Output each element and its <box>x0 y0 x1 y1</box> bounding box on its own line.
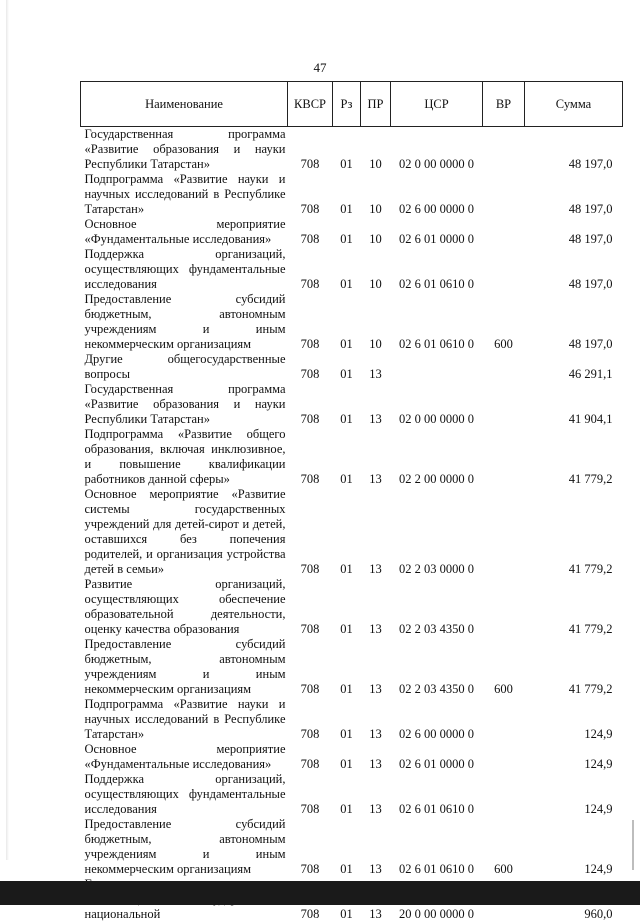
table-row <box>81 772 623 817</box>
page-number: 47 <box>313 60 327 75</box>
table-row <box>81 577 623 637</box>
row-name: Основное мероприятие «Фундаментальные исследования» <box>84 217 286 246</box>
row-pr: 13 <box>369 622 382 636</box>
row-csr: 02 6 01 0610 0 <box>399 277 474 291</box>
scan-margin-mark <box>632 820 634 870</box>
row-sum: 41 779,2 <box>568 472 613 486</box>
row-kvsr: 708 <box>300 367 320 381</box>
header-pr: ПР <box>361 82 391 127</box>
row-name: Другие общегосударственные вопросы <box>84 352 286 381</box>
row-pr: 10 <box>369 277 382 291</box>
row-pr: 13 <box>369 367 382 381</box>
row-rz: 01 <box>340 562 353 576</box>
row-sum: 960,0 <box>584 907 613 921</box>
row-vr <box>483 352 525 382</box>
row-csr: 02 6 00 0000 0 <box>399 727 474 741</box>
row-pr: 13 <box>369 682 382 696</box>
row-pr: 10 <box>369 232 382 246</box>
row-pr: 10 <box>369 337 382 351</box>
row-name: национальной <box>84 907 161 921</box>
row-name: Государственная программа «Развитие образования и науки Республики Татарстан» <box>84 127 286 171</box>
header-vr: ВР <box>483 82 525 127</box>
row-kvsr: 708 <box>300 802 320 816</box>
row-kvsr: 708 <box>300 907 320 921</box>
row-vr <box>483 427 525 487</box>
row-sum: 48 197,0 <box>568 277 613 291</box>
row-pr: 13 <box>369 862 382 876</box>
table-row <box>81 217 623 247</box>
row-vr <box>483 772 525 817</box>
row-vr <box>483 127 525 173</box>
row-kvsr: 708 <box>300 682 320 696</box>
row-sum: 41 779,2 <box>568 562 613 576</box>
row-sum: 48 197,0 <box>568 337 613 351</box>
row-sum: 48 197,0 <box>568 202 613 216</box>
table-row <box>81 382 623 427</box>
row-kvsr: 708 <box>300 757 320 771</box>
row-vr <box>483 487 525 577</box>
row-kvsr: 708 <box>300 277 320 291</box>
row-rz: 01 <box>340 472 353 486</box>
table-header-row <box>81 82 623 127</box>
row-name: Подпрограмма «Развитие общего образования, включая инклюзивное, и повышение квалификации работников данной сферы» <box>84 427 286 486</box>
row-csr: 02 6 01 0610 0 <box>399 802 474 816</box>
row-name: Предоставление субсидий бюджетным, автономным учреждениям и иным некоммерческим организациям <box>84 292 286 351</box>
row-vr <box>483 172 525 217</box>
row-pr: 10 <box>369 157 382 171</box>
row-kvsr: 708 <box>300 202 320 216</box>
row-rz: 01 <box>340 907 353 921</box>
row-kvsr: 708 <box>300 157 320 171</box>
row-vr: 600 <box>494 682 513 696</box>
row-name: Поддержка организаций, осуществляющих фундаментальные исследования <box>84 772 286 816</box>
row-csr: 02 6 01 0000 0 <box>399 757 474 771</box>
row-rz: 01 <box>340 757 353 771</box>
table-row <box>81 292 623 352</box>
row-csr: 02 6 01 0000 0 <box>399 232 474 246</box>
row-csr: 02 6 01 0610 0 <box>399 862 474 876</box>
header-name: Наименование <box>81 82 288 127</box>
row-rz: 01 <box>340 202 353 216</box>
budget-table <box>80 81 623 922</box>
row-vr <box>483 382 525 427</box>
table-row <box>81 697 623 742</box>
row-pr: 13 <box>369 562 382 576</box>
row-csr: 02 6 01 0610 0 <box>399 337 474 351</box>
row-rz: 01 <box>340 337 353 351</box>
table-row <box>81 637 623 697</box>
row-vr <box>483 742 525 772</box>
row-kvsr: 708 <box>300 412 320 426</box>
row-kvsr: 708 <box>300 622 320 636</box>
row-rz: 01 <box>340 682 353 696</box>
row-kvsr: 708 <box>300 727 320 741</box>
row-csr: 02 2 03 4350 0 <box>399 682 474 696</box>
row-sum: 124,9 <box>584 862 613 876</box>
table-row <box>81 742 623 772</box>
row-name: Подпрограмма «Развитие науки и научных исследований в Республике Татарстан» <box>84 697 286 741</box>
row-csr: 02 2 00 0000 0 <box>399 472 474 486</box>
row-name: Поддержка организаций, осуществляющих фундаментальные исследования <box>84 247 286 291</box>
row-name: Развитие организаций, осуществляющих обеспечение образовательной деятельности, оценку качества образования <box>84 577 286 636</box>
row-rz: 01 <box>340 277 353 291</box>
row-sum: 124,9 <box>584 727 613 741</box>
table-row <box>81 487 623 577</box>
row-sum: 41 904,1 <box>568 412 613 426</box>
row-rz: 01 <box>340 157 353 171</box>
row-csr: 20 0 00 0000 0 <box>399 907 474 921</box>
table-row <box>81 352 623 382</box>
row-csr: 02 2 03 4350 0 <box>399 622 474 636</box>
row-name: Основное мероприятие «Фундаментальные исследования» <box>84 742 286 771</box>
row-csr: 02 0 00 0000 0 <box>399 412 474 426</box>
table-row <box>81 817 623 877</box>
row-kvsr: 708 <box>300 232 320 246</box>
row-name: Предоставление субсидий бюджетным, автономным учреждениям и иным некоммерческим организациям <box>84 637 286 696</box>
scan-bottom-bar <box>0 881 640 905</box>
scan-edge-shadow <box>6 0 9 860</box>
row-sum: 48 197,0 <box>568 232 613 246</box>
row-kvsr: 708 <box>300 337 320 351</box>
row-name: Подпрограмма «Развитие науки и научных исследований в Республике Татарстан» <box>84 172 286 216</box>
row-vr: 600 <box>494 862 513 876</box>
row-vr <box>483 577 525 637</box>
row-sum: 124,9 <box>584 802 613 816</box>
row-vr <box>483 697 525 742</box>
row-kvsr: 708 <box>300 862 320 876</box>
row-pr: 13 <box>369 757 382 771</box>
row-rz: 01 <box>340 412 353 426</box>
row-sum: 48 197,0 <box>568 157 613 171</box>
row-rz: 01 <box>340 727 353 741</box>
row-csr: 02 0 00 0000 0 <box>399 157 474 171</box>
row-csr: 02 6 00 0000 0 <box>399 202 474 216</box>
row-kvsr: 708 <box>300 472 320 486</box>
row-vr <box>483 247 525 292</box>
row-sum: 41 779,2 <box>568 682 613 696</box>
header-sum: Сумма <box>525 82 623 127</box>
row-name: Предоставление субсидий бюджетным, автономным учреждениям и иным некоммерческим организациям <box>84 817 286 876</box>
row-name: Государственная программа «Развитие образования и науки Республики Татарстан» <box>84 382 286 426</box>
row-sum: 46 291,1 <box>568 367 613 381</box>
row-vr: 600 <box>494 337 513 351</box>
row-rz: 01 <box>340 802 353 816</box>
row-pr: 13 <box>369 727 382 741</box>
table-row <box>81 247 623 292</box>
row-kvsr: 708 <box>300 562 320 576</box>
table-row <box>81 427 623 487</box>
row-csr: 02 2 03 0000 0 <box>399 562 474 576</box>
header-rz: Рз <box>333 82 361 127</box>
row-pr: 13 <box>369 907 382 921</box>
row-pr: 13 <box>369 472 382 486</box>
row-rz: 01 <box>340 862 353 876</box>
header-csr: ЦСР <box>391 82 483 127</box>
row-vr <box>483 217 525 247</box>
table-row <box>81 172 623 217</box>
row-pr: 13 <box>369 802 382 816</box>
table-row <box>81 127 623 173</box>
row-rz: 01 <box>340 622 353 636</box>
row-rz: 01 <box>340 232 353 246</box>
row-pr: 10 <box>369 202 382 216</box>
row-name: Основное мероприятие «Развитие системы государственных учреждений для детей-сирот и детей, оставшихся без попечения родителей, и организация устройства детей в семьи» <box>84 487 286 576</box>
header-kvsr: КВСР <box>288 82 333 127</box>
row-pr: 13 <box>369 412 382 426</box>
row-csr <box>391 352 483 382</box>
row-rz: 01 <box>340 367 353 381</box>
row-sum: 41 779,2 <box>568 622 613 636</box>
row-sum: 124,9 <box>584 757 613 771</box>
